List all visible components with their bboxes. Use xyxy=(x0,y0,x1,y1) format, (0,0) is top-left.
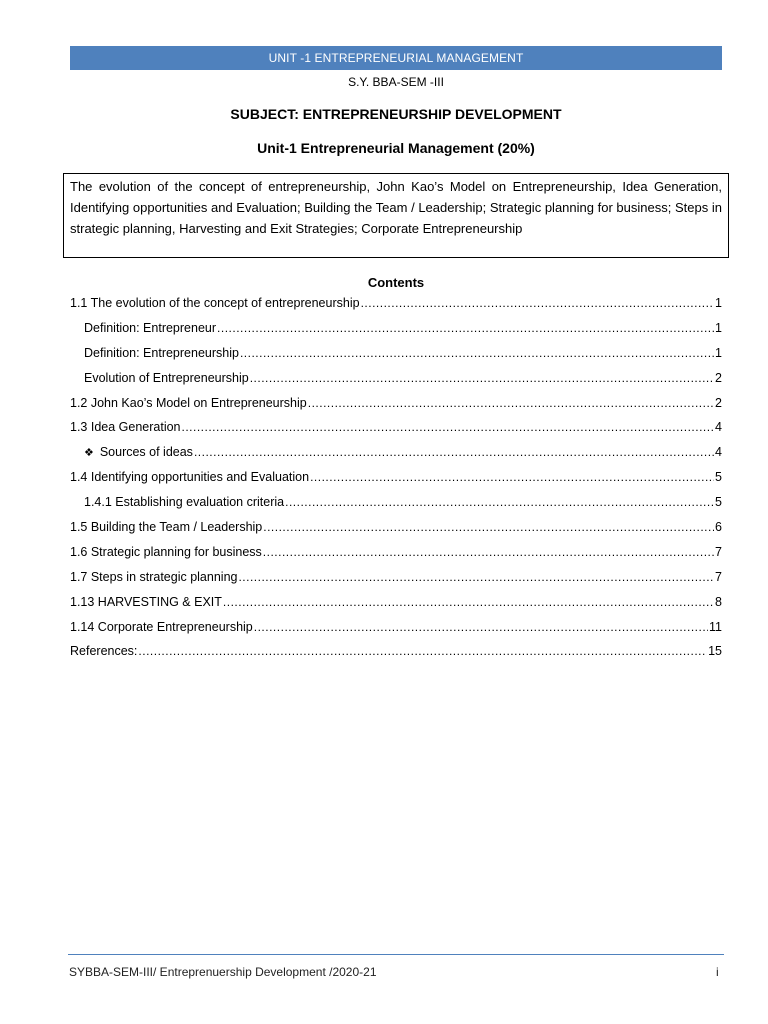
footer-divider xyxy=(68,954,724,955)
toc-entry[interactable] xyxy=(70,566,722,591)
syllabus-text: The evolution of the concept of entrepreneurship, John Kao’s Model on Entrepreneurship, Idea Generation, Identifying opportunities and Evaluation; Building the Team / Leadership; Strategic planning for business; Steps in strategic planning, Harvesting and Exit Strategies; Corporate Entrepreneurship xyxy=(70,179,722,236)
toc-entry-title: Evolution of Entrepreneurship xyxy=(84,370,249,385)
toc-entry[interactable] xyxy=(70,367,722,392)
toc-entry-page: 2 xyxy=(715,395,722,410)
toc-leader-dots xyxy=(361,292,714,314)
toc-entry-page: 1 xyxy=(715,296,722,310)
syllabus-box xyxy=(63,173,729,258)
toc-entry-page: 1 xyxy=(715,320,722,335)
toc-entry-page: 5 xyxy=(715,470,722,485)
toc-leader-dots xyxy=(263,541,714,563)
diamond-bullet-icon: ❖ xyxy=(84,447,94,460)
toc-leader-dots xyxy=(254,616,708,638)
semester-line: S.Y. BBA-SEM -III xyxy=(348,75,444,89)
toc-leader-dots xyxy=(250,367,714,389)
unit-header-text: UNIT -1 ENTREPRENEURIAL MANAGEMENT xyxy=(268,51,524,65)
toc-entry[interactable] xyxy=(70,541,722,566)
toc-entry[interactable] xyxy=(70,317,722,342)
toc-entry[interactable] xyxy=(70,616,722,641)
toc-entry-title: 1.14 Corporate Entrepreneurship xyxy=(70,619,253,634)
toc-entry-page: 5 xyxy=(715,495,722,510)
footer-page-number: i xyxy=(716,965,719,979)
toc-entry-title: 1.2 John Kao’s Model on Entrepreneurship xyxy=(70,395,307,410)
toc-entry[interactable] xyxy=(70,591,722,616)
toc-entry[interactable] xyxy=(70,292,722,317)
footer-text: SYBBA-SEM-III/ Entreprenuership Development /2020-21 xyxy=(69,965,377,979)
toc-entry-page: 1 xyxy=(715,345,722,360)
toc-entry[interactable] xyxy=(70,392,722,417)
toc-entry-title: 1.4.1 Establishing evaluation criteria xyxy=(84,495,285,510)
toc-entry-title: Definition: Entrepreneurship xyxy=(84,345,239,360)
toc-entry-page: 6 xyxy=(715,520,722,535)
toc-entry[interactable] xyxy=(70,441,722,466)
contents-heading: Contents xyxy=(367,275,425,290)
toc-leader-dots xyxy=(310,466,714,488)
toc-entry-page: 15 xyxy=(708,644,722,659)
toc-entry-page: 4 xyxy=(715,420,722,435)
toc-leader-dots xyxy=(263,516,714,538)
subject-title: SUBJECT: ENTREPRENEURSHIP DEVELOPMENT xyxy=(230,106,562,122)
toc-entry-title: References: xyxy=(70,644,138,659)
toc-entry-title: 1.7 Steps in strategic planning xyxy=(70,569,238,584)
toc-leader-dots xyxy=(223,591,714,613)
toc-entry[interactable] xyxy=(70,491,722,516)
toc-entry-page: 11 xyxy=(709,619,722,634)
toc-leader-dots xyxy=(138,640,707,662)
toc-leader-dots xyxy=(217,317,714,339)
toc-leader-dots xyxy=(238,566,714,588)
toc-entry[interactable] xyxy=(70,342,722,367)
toc-entry[interactable] xyxy=(70,516,722,541)
toc-entry-title: 1.4 Identifying opportunities and Evaluation xyxy=(70,470,310,485)
toc-entry-page: 4 xyxy=(715,445,722,460)
toc-entry-title: 1.13 HARVESTING & EXIT xyxy=(70,594,222,609)
toc-entry-title: 1.5 Building the Team / Leadership xyxy=(70,520,263,535)
toc-entry-page: 2 xyxy=(715,370,722,385)
toc-entry[interactable] xyxy=(70,416,722,441)
toc-leader-dots xyxy=(182,416,715,438)
toc-entry-title: 1.6 Strategic planning for business xyxy=(70,544,262,559)
toc-leader-dots xyxy=(285,491,714,513)
toc-entry[interactable] xyxy=(70,640,722,665)
table-of-contents xyxy=(70,292,722,665)
toc-entry-page: 8 xyxy=(715,594,722,609)
toc-leader-dots xyxy=(194,441,714,463)
unit-title: Unit-1 Entrepreneurial Management (20%) xyxy=(257,140,535,156)
toc-entry[interactable] xyxy=(70,466,722,491)
toc-entry-title: Sources of ideas xyxy=(99,445,193,460)
toc-entry-page: 7 xyxy=(715,544,722,559)
toc-leader-dots xyxy=(308,392,714,414)
unit-header-bar xyxy=(70,46,722,70)
toc-leader-dots xyxy=(240,342,714,364)
toc-entry-page: 7 xyxy=(715,569,722,584)
toc-entry-title: 1.1 The evolution of the concept of entrepreneurship xyxy=(70,296,360,310)
toc-entry-title: 1.3 Idea Generation xyxy=(70,420,181,435)
toc-entry-title: Definition: Entrepreneur xyxy=(84,320,217,335)
